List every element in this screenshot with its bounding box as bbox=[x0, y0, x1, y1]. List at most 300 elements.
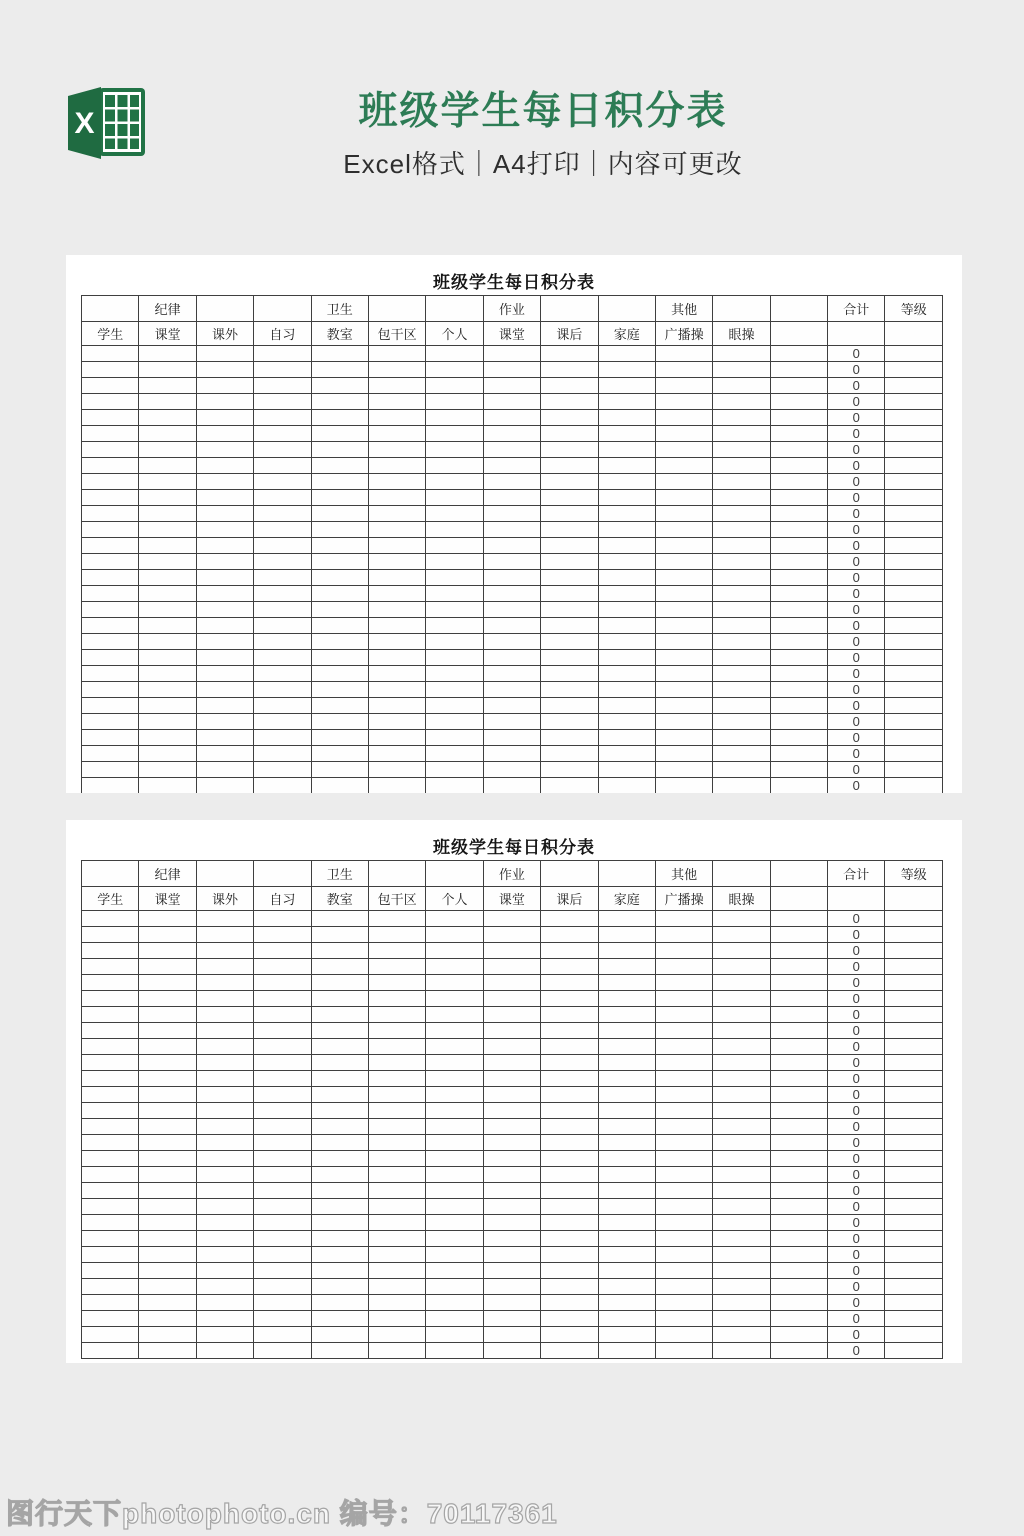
data-cell bbox=[139, 778, 196, 794]
data-cell bbox=[196, 538, 253, 554]
data-cell bbox=[254, 538, 311, 554]
data-cell bbox=[311, 959, 368, 975]
data-cell bbox=[254, 474, 311, 490]
data-cell bbox=[483, 911, 540, 927]
data-cell bbox=[82, 618, 139, 634]
data-cell bbox=[541, 1151, 598, 1167]
data-cell bbox=[770, 1231, 827, 1247]
data-cell bbox=[254, 554, 311, 570]
data-cell bbox=[139, 911, 196, 927]
data-cell bbox=[311, 1231, 368, 1247]
data-cell bbox=[885, 490, 943, 506]
data-cell bbox=[426, 1247, 483, 1263]
data-cell bbox=[196, 1087, 253, 1103]
data-cell bbox=[196, 1327, 253, 1343]
data-cell bbox=[483, 746, 540, 762]
data-cell bbox=[196, 1135, 253, 1151]
data-cell bbox=[196, 959, 253, 975]
data-cell bbox=[770, 506, 827, 522]
score-table-container bbox=[66, 295, 962, 793]
table-row bbox=[82, 1167, 943, 1183]
data-cell bbox=[254, 1279, 311, 1295]
column-header-cell: 课堂 bbox=[139, 322, 196, 346]
data-cell bbox=[713, 426, 770, 442]
data-cell bbox=[254, 1007, 311, 1023]
data-cell bbox=[885, 991, 943, 1007]
data-cell bbox=[885, 927, 943, 943]
header-row bbox=[82, 322, 943, 346]
data-cell bbox=[885, 959, 943, 975]
total-cell: 0 bbox=[828, 1183, 885, 1199]
data-cell bbox=[655, 1087, 712, 1103]
table-row bbox=[82, 474, 943, 490]
empty-header-cell bbox=[82, 861, 139, 887]
score-table bbox=[81, 860, 943, 1359]
data-cell bbox=[885, 650, 943, 666]
data-cell bbox=[311, 570, 368, 586]
data-cell bbox=[82, 1247, 139, 1263]
data-cell bbox=[254, 1311, 311, 1327]
data-cell bbox=[885, 1183, 943, 1199]
table-row bbox=[82, 394, 943, 410]
data-cell bbox=[483, 1183, 540, 1199]
empty-header-cell bbox=[196, 296, 253, 322]
data-cell bbox=[82, 1263, 139, 1279]
data-cell bbox=[196, 1247, 253, 1263]
total-cell: 0 bbox=[828, 927, 885, 943]
data-cell bbox=[426, 1039, 483, 1055]
group-row bbox=[82, 861, 943, 887]
data-cell bbox=[770, 602, 827, 618]
data-cell bbox=[426, 943, 483, 959]
data-cell bbox=[885, 554, 943, 570]
total-cell: 0 bbox=[828, 586, 885, 602]
data-cell bbox=[368, 1183, 425, 1199]
data-cell bbox=[426, 538, 483, 554]
data-cell bbox=[655, 634, 712, 650]
column-header-cell: 自习 bbox=[254, 887, 311, 911]
data-cell bbox=[713, 362, 770, 378]
data-cell bbox=[82, 522, 139, 538]
data-cell bbox=[770, 1055, 827, 1071]
data-cell bbox=[770, 778, 827, 794]
data-cell bbox=[483, 538, 540, 554]
data-cell bbox=[770, 1071, 827, 1087]
data-cell bbox=[483, 1055, 540, 1071]
total-cell: 0 bbox=[828, 570, 885, 586]
data-cell bbox=[483, 1263, 540, 1279]
data-cell bbox=[368, 1199, 425, 1215]
data-cell bbox=[368, 991, 425, 1007]
data-cell bbox=[713, 394, 770, 410]
table-row bbox=[82, 1231, 943, 1247]
total-cell: 0 bbox=[828, 410, 885, 426]
data-cell bbox=[770, 442, 827, 458]
data-cell bbox=[139, 1199, 196, 1215]
column-header-cell: 家庭 bbox=[598, 887, 655, 911]
total-cell: 0 bbox=[828, 698, 885, 714]
data-cell bbox=[311, 911, 368, 927]
data-cell bbox=[368, 1231, 425, 1247]
data-cell bbox=[196, 1007, 253, 1023]
data-cell bbox=[426, 1263, 483, 1279]
data-cell bbox=[483, 1151, 540, 1167]
data-cell bbox=[483, 602, 540, 618]
column-header-cell: 个人 bbox=[426, 887, 483, 911]
data-cell bbox=[713, 959, 770, 975]
data-cell bbox=[655, 346, 712, 362]
data-cell bbox=[483, 346, 540, 362]
data-cell bbox=[541, 1071, 598, 1087]
column-header-cell: 课堂 bbox=[139, 887, 196, 911]
data-cell bbox=[311, 1055, 368, 1071]
data-cell bbox=[426, 1023, 483, 1039]
data-cell bbox=[713, 1167, 770, 1183]
sheet-title: 班级学生每日积分表 bbox=[433, 273, 595, 292]
column-header-cell: 广播操 bbox=[655, 322, 712, 346]
data-cell bbox=[541, 1103, 598, 1119]
data-cell bbox=[885, 586, 943, 602]
data-cell bbox=[311, 618, 368, 634]
data-cell bbox=[713, 911, 770, 927]
data-cell bbox=[368, 554, 425, 570]
data-cell bbox=[483, 506, 540, 522]
data-cell bbox=[196, 682, 253, 698]
data-cell bbox=[885, 362, 943, 378]
data-cell bbox=[770, 1343, 827, 1359]
data-cell bbox=[541, 634, 598, 650]
table-row bbox=[82, 1071, 943, 1087]
data-cell bbox=[311, 474, 368, 490]
total-cell: 0 bbox=[828, 346, 885, 362]
total-cell: 0 bbox=[828, 1279, 885, 1295]
data-cell bbox=[483, 778, 540, 794]
data-cell bbox=[368, 762, 425, 778]
data-cell bbox=[196, 570, 253, 586]
empty-header-cell bbox=[426, 296, 483, 322]
data-cell bbox=[655, 991, 712, 1007]
data-cell bbox=[885, 458, 943, 474]
data-cell bbox=[598, 634, 655, 650]
data-cell bbox=[770, 698, 827, 714]
data-cell bbox=[196, 506, 253, 522]
data-cell bbox=[426, 650, 483, 666]
data-cell bbox=[311, 1215, 368, 1231]
table-row bbox=[82, 1295, 943, 1311]
data-cell bbox=[713, 1311, 770, 1327]
data-cell bbox=[770, 714, 827, 730]
data-cell bbox=[196, 1199, 253, 1215]
data-cell bbox=[770, 1007, 827, 1023]
data-cell bbox=[541, 1247, 598, 1263]
data-cell bbox=[483, 1295, 540, 1311]
data-cell bbox=[139, 586, 196, 602]
data-cell bbox=[426, 975, 483, 991]
data-cell bbox=[770, 1327, 827, 1343]
data-cell bbox=[139, 943, 196, 959]
column-header-cell: 眼操 bbox=[713, 887, 770, 911]
data-cell bbox=[541, 1279, 598, 1295]
data-cell bbox=[483, 1039, 540, 1055]
data-cell bbox=[196, 1023, 253, 1039]
data-cell bbox=[426, 682, 483, 698]
data-cell bbox=[541, 1039, 598, 1055]
data-cell bbox=[311, 490, 368, 506]
data-cell bbox=[82, 554, 139, 570]
data-cell bbox=[598, 666, 655, 682]
data-cell bbox=[655, 426, 712, 442]
data-cell bbox=[483, 522, 540, 538]
data-cell bbox=[426, 746, 483, 762]
data-cell bbox=[254, 522, 311, 538]
data-cell bbox=[598, 1279, 655, 1295]
data-cell bbox=[139, 618, 196, 634]
table-row bbox=[82, 1327, 943, 1343]
data-cell bbox=[655, 458, 712, 474]
data-cell bbox=[483, 1007, 540, 1023]
data-cell bbox=[713, 1215, 770, 1231]
data-cell bbox=[770, 1119, 827, 1135]
data-cell bbox=[196, 650, 253, 666]
data-cell bbox=[426, 378, 483, 394]
data-cell bbox=[254, 602, 311, 618]
table-row bbox=[82, 730, 943, 746]
data-cell bbox=[368, 410, 425, 426]
data-cell bbox=[254, 1199, 311, 1215]
data-cell bbox=[541, 474, 598, 490]
data-cell bbox=[483, 634, 540, 650]
data-cell bbox=[483, 1343, 540, 1359]
data-cell bbox=[82, 746, 139, 762]
data-cell bbox=[426, 1279, 483, 1295]
data-cell bbox=[82, 1119, 139, 1135]
data-cell bbox=[655, 911, 712, 927]
data-cell bbox=[598, 1135, 655, 1151]
data-cell bbox=[254, 1215, 311, 1231]
data-cell bbox=[655, 1279, 712, 1295]
data-cell bbox=[713, 1295, 770, 1311]
data-cell bbox=[254, 458, 311, 474]
empty-header-cell bbox=[82, 296, 139, 322]
data-cell bbox=[770, 746, 827, 762]
data-cell bbox=[713, 1199, 770, 1215]
data-cell bbox=[311, 554, 368, 570]
data-cell bbox=[196, 474, 253, 490]
data-cell bbox=[139, 634, 196, 650]
data-cell bbox=[139, 975, 196, 991]
data-cell bbox=[541, 650, 598, 666]
data-cell bbox=[770, 943, 827, 959]
data-cell bbox=[541, 1135, 598, 1151]
empty-header-cell bbox=[541, 296, 598, 322]
data-cell bbox=[82, 378, 139, 394]
data-cell bbox=[196, 698, 253, 714]
table-row bbox=[82, 506, 943, 522]
page-title: 班级学生每日积分表 bbox=[358, 90, 728, 133]
data-cell bbox=[885, 1263, 943, 1279]
data-cell bbox=[655, 1151, 712, 1167]
data-cell bbox=[254, 746, 311, 762]
data-cell bbox=[311, 1087, 368, 1103]
data-cell bbox=[254, 506, 311, 522]
data-cell bbox=[655, 666, 712, 682]
data-cell bbox=[82, 394, 139, 410]
data-cell bbox=[885, 1055, 943, 1071]
data-cell bbox=[426, 1055, 483, 1071]
data-cell bbox=[311, 602, 368, 618]
table-row bbox=[82, 666, 943, 682]
data-cell bbox=[139, 378, 196, 394]
data-cell bbox=[368, 1119, 425, 1135]
data-cell bbox=[655, 1183, 712, 1199]
data-cell bbox=[139, 570, 196, 586]
data-cell bbox=[770, 1039, 827, 1055]
data-cell bbox=[311, 666, 368, 682]
data-cell bbox=[541, 927, 598, 943]
data-cell bbox=[311, 1071, 368, 1087]
data-cell bbox=[713, 1119, 770, 1135]
data-cell bbox=[311, 714, 368, 730]
data-cell bbox=[770, 1311, 827, 1327]
data-cell bbox=[196, 522, 253, 538]
data-cell bbox=[655, 927, 712, 943]
table-row bbox=[82, 959, 943, 975]
data-cell bbox=[139, 650, 196, 666]
data-cell bbox=[368, 522, 425, 538]
table-row bbox=[82, 1247, 943, 1263]
data-cell bbox=[254, 1055, 311, 1071]
data-cell bbox=[254, 959, 311, 975]
column-header-cell: 眼操 bbox=[713, 322, 770, 346]
data-cell bbox=[483, 1103, 540, 1119]
data-cell bbox=[598, 1167, 655, 1183]
data-cell bbox=[311, 698, 368, 714]
data-cell bbox=[426, 442, 483, 458]
data-cell bbox=[770, 1103, 827, 1119]
data-cell bbox=[311, 522, 368, 538]
data-cell bbox=[713, 1151, 770, 1167]
data-cell bbox=[254, 778, 311, 794]
data-cell bbox=[254, 410, 311, 426]
data-cell bbox=[655, 714, 712, 730]
table-row bbox=[82, 778, 943, 794]
data-cell bbox=[426, 1007, 483, 1023]
table-row bbox=[82, 714, 943, 730]
data-cell bbox=[254, 1039, 311, 1055]
data-cell bbox=[483, 1279, 540, 1295]
data-cell bbox=[483, 959, 540, 975]
data-cell bbox=[483, 991, 540, 1007]
data-cell bbox=[598, 378, 655, 394]
data-cell bbox=[885, 1311, 943, 1327]
total-cell: 0 bbox=[828, 378, 885, 394]
data-cell bbox=[426, 426, 483, 442]
data-cell bbox=[426, 618, 483, 634]
data-cell bbox=[82, 714, 139, 730]
data-cell bbox=[655, 474, 712, 490]
data-cell bbox=[311, 1183, 368, 1199]
data-cell bbox=[196, 911, 253, 927]
data-cell bbox=[311, 1295, 368, 1311]
data-cell bbox=[885, 378, 943, 394]
data-cell bbox=[196, 554, 253, 570]
data-cell bbox=[885, 1151, 943, 1167]
data-cell bbox=[541, 714, 598, 730]
data-cell bbox=[598, 1103, 655, 1119]
total-cell: 0 bbox=[828, 522, 885, 538]
data-cell bbox=[311, 943, 368, 959]
total-cell: 0 bbox=[828, 1039, 885, 1055]
data-cell bbox=[82, 1279, 139, 1295]
data-cell bbox=[483, 1327, 540, 1343]
data-cell bbox=[139, 1071, 196, 1087]
data-cell bbox=[598, 762, 655, 778]
data-cell bbox=[196, 714, 253, 730]
data-cell bbox=[770, 554, 827, 570]
data-cell bbox=[82, 666, 139, 682]
group-header-cell: 作业 bbox=[483, 296, 540, 322]
data-cell bbox=[368, 666, 425, 682]
data-cell bbox=[541, 1087, 598, 1103]
data-cell bbox=[483, 458, 540, 474]
data-cell bbox=[311, 362, 368, 378]
data-cell bbox=[254, 1263, 311, 1279]
data-cell bbox=[368, 1343, 425, 1359]
data-cell bbox=[139, 1311, 196, 1327]
data-cell bbox=[196, 378, 253, 394]
data-cell bbox=[254, 618, 311, 634]
group-header-cell: 作业 bbox=[483, 861, 540, 887]
data-cell bbox=[426, 506, 483, 522]
total-cell: 0 bbox=[828, 1007, 885, 1023]
table-row bbox=[82, 1151, 943, 1167]
data-cell bbox=[598, 1023, 655, 1039]
data-cell bbox=[885, 1103, 943, 1119]
data-cell bbox=[598, 410, 655, 426]
data-cell bbox=[483, 554, 540, 570]
data-cell bbox=[885, 1295, 943, 1311]
data-cell bbox=[885, 442, 943, 458]
empty-header-cell bbox=[368, 296, 425, 322]
data-cell bbox=[655, 410, 712, 426]
data-cell bbox=[368, 1087, 425, 1103]
data-cell bbox=[311, 1103, 368, 1119]
data-cell bbox=[541, 1055, 598, 1071]
data-cell bbox=[139, 991, 196, 1007]
data-cell bbox=[254, 1295, 311, 1311]
data-cell bbox=[368, 746, 425, 762]
data-cell bbox=[885, 506, 943, 522]
data-cell bbox=[426, 602, 483, 618]
data-cell bbox=[598, 1183, 655, 1199]
data-cell bbox=[368, 650, 425, 666]
table-row bbox=[82, 1311, 943, 1327]
data-cell bbox=[82, 650, 139, 666]
data-cell bbox=[426, 1119, 483, 1135]
data-cell bbox=[368, 1023, 425, 1039]
data-cell bbox=[713, 1039, 770, 1055]
data-cell bbox=[82, 1167, 139, 1183]
data-cell bbox=[541, 911, 598, 927]
data-cell bbox=[541, 666, 598, 682]
data-cell bbox=[196, 1119, 253, 1135]
total-cell: 0 bbox=[828, 1199, 885, 1215]
data-cell bbox=[82, 1343, 139, 1359]
data-cell bbox=[368, 1151, 425, 1167]
table-row bbox=[82, 1135, 943, 1151]
data-cell bbox=[311, 1311, 368, 1327]
data-cell bbox=[713, 602, 770, 618]
